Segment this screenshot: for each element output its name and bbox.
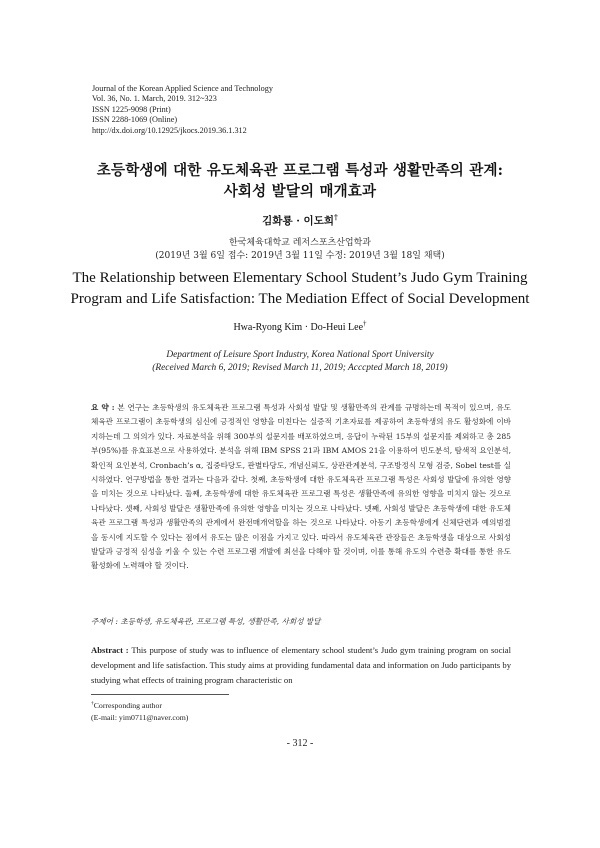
title-english-line1: The Relationship between Elementary School Student’s Judo Gym Training	[72, 270, 528, 286]
journal-info	[92, 84, 273, 136]
title-english	[40, 268, 560, 310]
footnote	[91, 700, 188, 723]
affiliation-korean	[0, 237, 600, 263]
footnote-divider	[91, 694, 229, 695]
abstract-english	[91, 643, 511, 688]
keywords-korean	[91, 616, 511, 627]
affiliation-english-department: Department of Leisure Sport Industry, Korea National Sport University	[166, 350, 434, 360]
title-korean	[60, 160, 540, 202]
abstract-korean	[91, 401, 511, 574]
affiliation-korean-dates: (2019년 3월 6일 접수: 2019년 3월 11일 수정: 2019년 3월 18일 채택)	[155, 251, 445, 261]
title-english-line2: Program and Life Satisfaction: The Mediation Effect of Social Development	[70, 291, 530, 307]
corresponding-author-mark: †	[333, 212, 338, 222]
journal-doi[interactable]: http://dx.doi.org/10.12925/jkocs.2019.36.1.312	[92, 125, 247, 135]
journal-issn-print: ISSN 1225-9098 (Print)	[92, 104, 171, 114]
keywords-korean-label: 주제어 :	[91, 617, 118, 626]
journal-name: Journal of the Korean Applied Science and Technology	[92, 84, 273, 93]
authors-english-names: Hwa-Ryong Kim · Do-Heui Lee	[233, 322, 364, 333]
footnote-mark: †	[91, 700, 94, 707]
keywords-korean-text: 초등학생, 유도체육관, 프로그램 특성, 생활만족, 사회성 발달	[120, 617, 321, 626]
corresponding-author-mark-en: †	[363, 319, 367, 328]
footnote-corresponding-author: Corresponding author	[93, 701, 162, 710]
abstract-korean-text: 본 연구는 초등학생의 유도체육관 프로그램 특성과 사회성 발달 및 생활만족의 관계를 규명하는데 목적이 있으며, 유도체육관 프로그램이 초등학생의 심신에 긍정적인 영향을 미친다는 실증적 기초자료를 제공하여 초등학생의 유도 활성화에 이바지하는데 그 의의가 있다. 자료분석을 위해 300부의 설문지를 배포하였으며, 응답이 누락된 15부의 설문지를 제외하고 총 285부(95%)를 유효표본으로 사용하였다. 분석을 위해 IBM SPSS 21과 IBM AMOS 21을 이용하여 빈도분석, 탐색적 요인분석, 확인적 요인분석, Cronbach’s α, 집중타당도, 판별타당도, 개념신뢰도, 상관관계분석, 구조방정식 모형 검증, Sobel test를 실시하였다. 연구방법을 통한 결과는 다음과 같다. 첫째, 초등학생에 대한 유도체육관 프로그램 특성은 사회성 발달에 유의한 영향을 미치는 것으로 나타났다. 둘째, 초등학생에 대한 유도체육관 프로그램 특성은 생활만족에 유의한 영향을 미치지 않는 것으로 나타났다. 셋째, 사회성 발달은 생활만족에 유의한 영향을 미치는 것으로 나타났다. 넷째, 사회성 발달은 초등학생에 대한 유도체육관 프로그램 특성과 생활만족의 관계에서 완전매개역할을 하는 것으로 나타났다. 아동기 초등학생에게 신체단련과 예의범절을 동시에 지도할 수 있다는 점에서 유도는 많은 이점을 가지고 있다. 따라서 유도체육관 관장들은 초등학생을 대상으로 사회성 발달과 긍정적 심성을 키울 수 있는 수련 프로그램 개발에 최선을 다해야 할 것이며, 이를 통해 유도의 수련층 확대를 통한 유도 활성화에 노력해야 할 것이다.	[91, 403, 511, 571]
journal-volume: Vol. 36, No. 1. March, 2019. 312~323	[92, 94, 217, 104]
title-korean-line2: 사회성 발달의 매개효과	[223, 183, 377, 200]
authors-korean	[0, 213, 600, 228]
abstract-english-text: This purpose of study was to influence of elementary school student’s Judo gym training program on social development and life satisfaction. This study aims at providing fundamental data and information on Judo participants by studying what effects of training program characteristic on	[91, 645, 512, 685]
authors-korean-names: 김화룡 · 이도희	[262, 215, 334, 227]
abstract-korean-label: 요 약 :	[91, 403, 115, 412]
affiliation-korean-institution: 한국체육대학교 레저스포츠산업학과	[229, 238, 371, 248]
title-korean-line1: 초등학생에 대한 유도체육관 프로그램 특성과 생활만족의 관계:	[96, 162, 504, 179]
journal-issn-online: ISSN 2288-1069 (Online)	[92, 115, 178, 125]
affiliation-english-dates: (Received March 6, 2019; Revised March 11, 2019; Acccpted March 18, 2019)	[152, 362, 448, 373]
page-number: - 312 -	[286, 738, 314, 749]
affiliation-english	[0, 349, 600, 374]
footnote-email: (E-mail: yim0711@naver.com)	[91, 712, 189, 722]
abstract-english-label: Abstract :	[91, 645, 129, 655]
authors-english	[0, 319, 600, 333]
